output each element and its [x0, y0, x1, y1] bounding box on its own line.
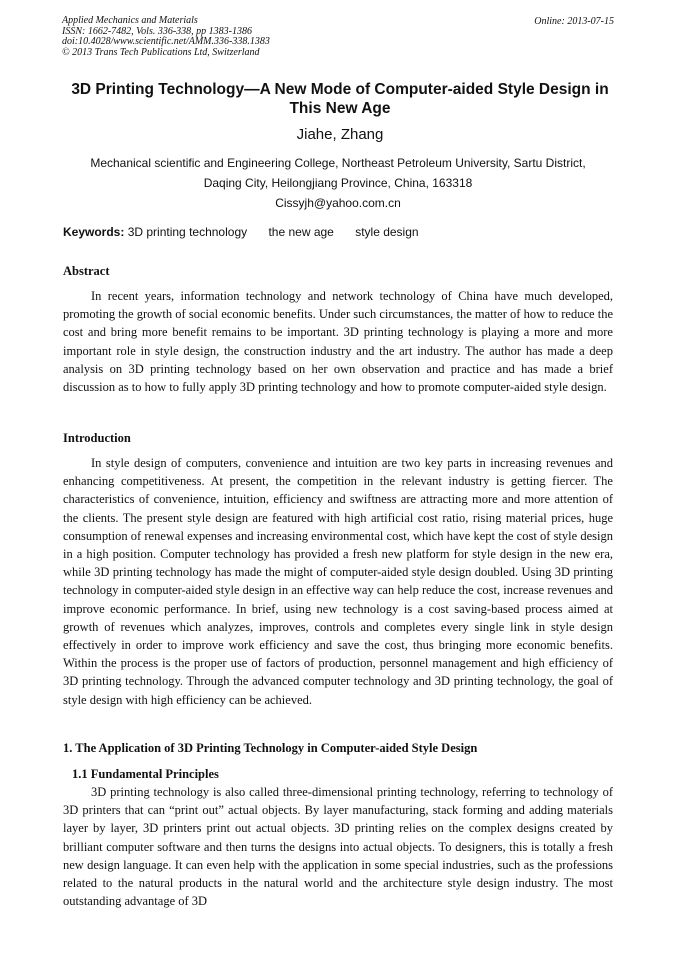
author-name: Jiahe, Zhang [296, 126, 384, 143]
keywords-line [63, 225, 437, 239]
doi-line: doi:10.4028/www.scientific.net/AMM.336-338.1383 [62, 36, 270, 47]
paper-title [60, 80, 620, 118]
journal-name: Applied Mechanics and Materials [62, 15, 198, 26]
keyword: the new age [268, 225, 334, 239]
keywords-label: Keywords: [63, 225, 125, 239]
introduction-text: In style design of computers, convenience and intuition are two key parts in increasing revenues and enhancing competitiveness. At present, the competition in the relevant industry is getting fiercer. The characteristics of convenience, intuition, efficiency and swiftness are attracting more and more attention of the clients. The present style design are featured with high artificial cost ratio, rising material prices, huge consumption of renewal expenses and increasing environmental cost, which have kept the cost of style design in a high position. Computer technology has provided a fresh new platform for style design in the new era, while 3D printing technology has made the might of computer-aided style design doubled. Using 3D printing technology in computer-aided style design in an effective way can help reduce the cost, increase revenues and improve economic performance. In brief, using new technology is a cost saving-based process aimed at growth of revenues which analyzes, improves, controls and completes every single link in style design effectively in order to improve work efficiency and save the cost, thus bringing more economic benefits. Within the process is the proper use of factors of production, personnel management and high efficiency of 3D printing technology. Through the advanced computer technology and 3D printing technology, the goal of style design with high efficiency can be achieved. [63, 456, 613, 707]
title-line-2: This New Age [289, 100, 391, 117]
issn-line: ISSN: 1662-7482, Vols. 336-338, pp 1383-1386 [62, 25, 252, 37]
affiliation-line-2: Daqing City, Heilongjiang Province, China, 163318 [203, 176, 473, 190]
subsection-1-1-text: 3D printing technology is also called three-dimensional printing technology, referring to technology of 3D printers that can “print out” actual objects. By layer manufacturing, stack forming and adding materials layer by layer, 3D printers print out actual objects. 3D printing relies on the complex designs created by brilliant computer software and then turns the designs into actual objects. To designers, this is totally a fresh new design language. It can even help with the application in some special industries, such as the professions related to the natural products in the natural world and the architecture style design industry. The most outstanding advantage of 3D [63, 785, 613, 909]
copyright-line: © 2013 Trans Tech Publications Ltd, Switzerland [62, 46, 260, 58]
title-line-1: 3D Printing Technology—A New Mode of Computer-aided Style Design in [71, 81, 609, 98]
author-email: Cissyjh@yahoo.com.cn [275, 196, 401, 210]
abstract-text: In recent years, information technology and network technology of China have much developed, promoting the growth of social economic benefits. Under such circumstances, the matter of how to reduce the cost and bring more benefit remains to be important. 3D printing technology is playing a more and more important role in style design, the construction industry and the art industry. The author has made a deep analysis on 3D printing technology based on her own observation and practice and has made a brief discussion as to how to fully apply 3D printing technology and how to promote computer-aided style design. [63, 289, 613, 395]
subsection-1-1-heading: 1.1 Fundamental Principles [72, 767, 219, 781]
affiliation-line-1: Mechanical scientific and Engineering College, Northeast Petroleum University, Sartu District, [90, 156, 586, 170]
online-date: Online: 2013-07-15 [534, 16, 614, 27]
keyword: 3D printing technology [127, 225, 248, 239]
affiliation [62, 153, 614, 213]
section-1-heading: 1. The Application of 3D Printing Technology in Computer-aided Style Design [63, 741, 478, 755]
keyword: style design [355, 225, 419, 239]
abstract-heading: Abstract [63, 264, 110, 278]
introduction-heading: Introduction [63, 431, 131, 445]
